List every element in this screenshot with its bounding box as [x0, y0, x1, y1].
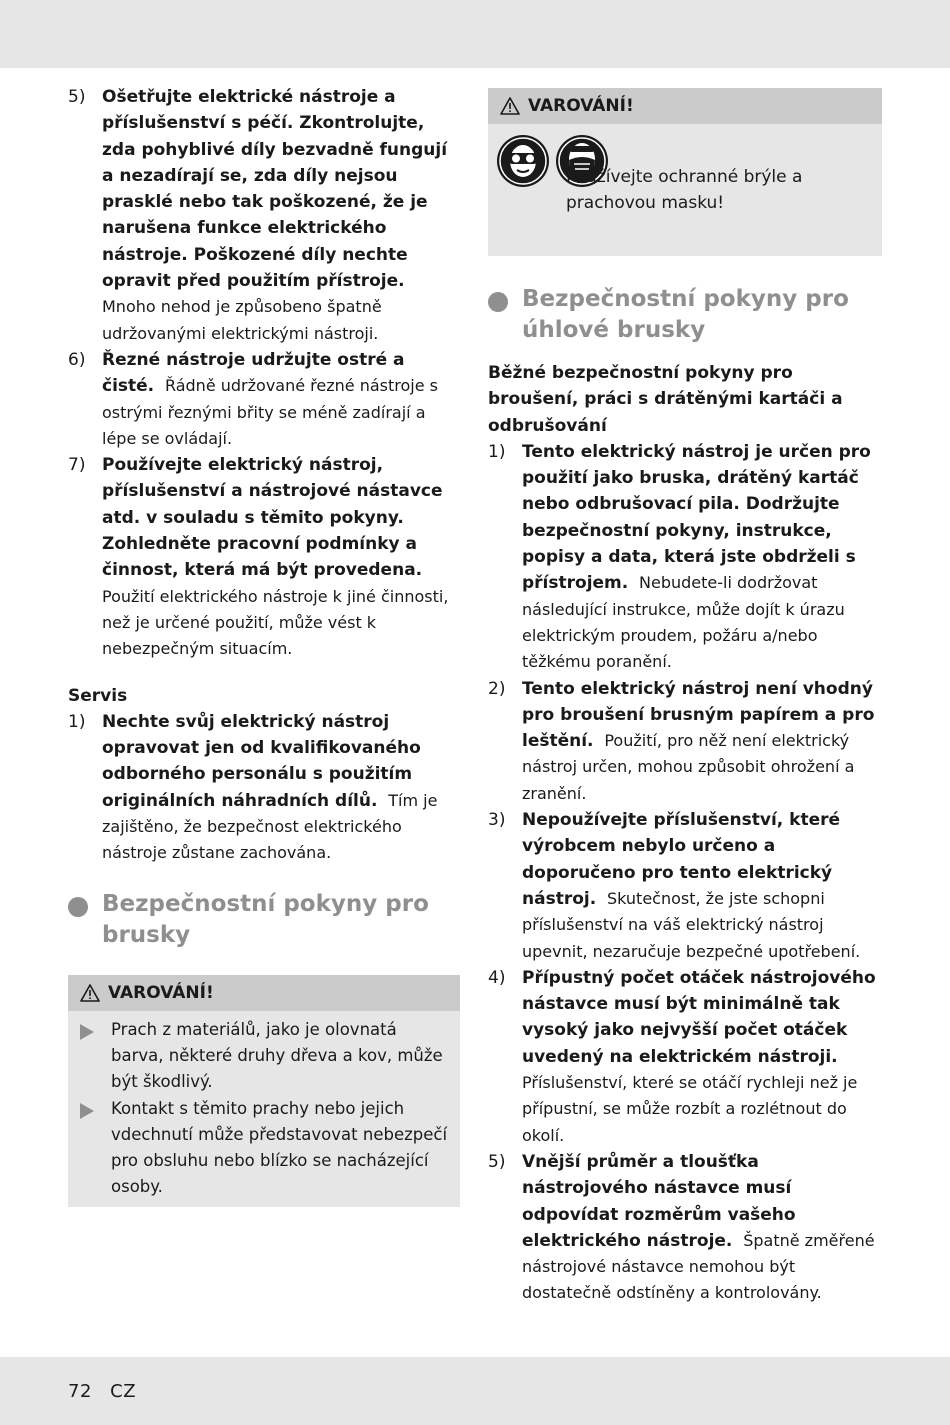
item-number: 4): [488, 967, 506, 988]
warning-bullet: [80, 1017, 448, 1096]
list-item: [488, 676, 882, 807]
warning-triangle-icon: [500, 97, 520, 115]
warning-text: Používejte ochranné brýle a prachovou masku!: [566, 167, 803, 214]
section-title-text: Bezpečnostní pokyny pro brusky: [102, 890, 429, 948]
section-title-text: Bezpečnostní pokyny pro úhlové brusky: [522, 286, 849, 343]
warning-bullet-text: Kontakt s těmito prachy nebo jejich vdechnutí může představovat nebezpečí pro obsluhu nebo blízko se nacházející osoby.: [111, 1098, 448, 1197]
list-item: [68, 452, 460, 662]
item-text: Použití, pro něž není elektrický nástroj určen, mohou způsobit ohrožení a zranění.: [522, 731, 855, 803]
page-number: 72: [68, 1381, 92, 1402]
item-number: 1): [68, 711, 86, 732]
item-bold-text: Tento elektrický nástroj není vhodný pro broušení brusným papírem a pro leštění.: [522, 678, 875, 752]
list-item: [68, 709, 460, 867]
item-bold-text: Ošetřujte elektrické nástroje a příslušenství s péčí. Zkontrolujte, zda pohyblivé díly bezvadně fungují a nezadírají se, zda díly nejsou prasklé nebo tak poškozené, že je narušena funkce elektrického nástroje. Poškozené díly nechte opravit před použitím přístroje.: [102, 87, 448, 292]
item-text: Použití elektrického nástroje k jiné činnosti, než je určené použití, může vést k nebezpečným situacím.: [102, 586, 449, 659]
item-number: 7): [68, 455, 86, 476]
section-title-uhlove-brusky: [488, 284, 882, 346]
warning-header: [488, 88, 882, 124]
bullet-dot-icon: [488, 292, 508, 312]
warning-box: [68, 975, 460, 1207]
warning-triangle-icon: [80, 984, 100, 1002]
safety-goggles-icon: [496, 134, 550, 188]
item-number: 1): [488, 441, 506, 462]
item-text: Řádně udržované řezné nástroje s ostrými řeznými břity se méně zadírají a lépe se ovládají.: [102, 376, 438, 448]
warning-label: VAROVÁNÍ!: [108, 982, 214, 1003]
item-text: Tím je zajištěno, že bezpečnost elektrického nástroje zůstane zachována.: [102, 790, 438, 863]
item-number: 6): [68, 349, 86, 370]
right-column: [488, 88, 882, 1307]
servis-heading: Servis: [68, 685, 128, 706]
warning-header: [68, 975, 460, 1011]
item-text: Nebudete-li dodržovat následující instrukce, může dojít k úrazu elektrickým proudem, požáru a/nebo těžkému poranění.: [522, 573, 845, 672]
warning-bullet-text: Prach z materiálů, jako je olovnatá barva, některé druhy dřeva a kov, může být škodlivý.: [111, 1019, 443, 1092]
item-bold-text: Používejte elektrický nástroj, příslušenství a nástrojové nástavce atd. v souladu s těmito pokyny. Zohledněte pracovní podmínky a činnost, která má být provedena.: [102, 455, 443, 581]
list-item: [68, 84, 460, 347]
item-number: 5): [68, 87, 86, 107]
warning-bullet: [80, 1096, 448, 1201]
item-bold-text: Řezné nástroje udržujte ostré a čisté.: [102, 349, 405, 397]
item-number: 5): [488, 1151, 506, 1172]
page-footer: [68, 1381, 148, 1402]
list-item: [488, 965, 882, 1149]
list-item: [488, 807, 882, 965]
item-text: Příslušenství, které se otáčí rychleji než je přípustní, se může rozbít a rozlétnout do okolí.: [522, 1073, 858, 1145]
left-column: [68, 84, 460, 1207]
triangle-bullet-icon: [80, 1096, 111, 1201]
section-title-brusky: [68, 889, 460, 951]
item-number: 3): [488, 810, 506, 831]
list-item: [488, 1149, 882, 1307]
item-bold-text: Tento elektrický nástroj je určen pro použití jako bruska, drátěný kartáč nebo odbrušovací pila. Dodržujte bezpečnostní pokyny, instrukce, popisy a data, která jste obdrželi s přístrojem.: [522, 441, 871, 594]
bullet-dot-icon: [68, 897, 88, 917]
item-text: Mnoho nehod je způsobeno špatně udržovanými elektrickými nástroji.: [102, 297, 382, 343]
triangle-bullet-icon: [80, 1017, 111, 1096]
subheading: Běžné bezpečnostní pokyny pro broušení, práci s drátěnými kartáči a odbrušování: [488, 363, 843, 436]
item-bold-text: Vnější průměr a tloušťka nástrojového nástavce musí odpovídat rozměrům vašeho elektrického nástroje.: [522, 1151, 796, 1251]
language-code: CZ: [110, 1381, 137, 1402]
warning-label: VAROVÁNÍ!: [528, 96, 634, 116]
item-number: 2): [488, 678, 506, 699]
item-text: Skutečnost, že jste schopni příslušenství na váš elektrický nástroj upevnit, nezaručuje bezpečné upotřebení.: [522, 888, 861, 961]
item-bold-text: Nechte svůj elektrický nástroj opravovat jen od kvalifikovaného odborného personálu s použitím originálních náhradních dílů.: [102, 711, 421, 811]
item-text: Špatně změřené nástrojové nástavce nemohou být dostatečně odstíněny a kontrolovány.: [522, 1230, 875, 1303]
warning-box-ppe: [488, 88, 882, 256]
top-band: [0, 0, 950, 68]
item-bold-text: Nepoužívejte příslušenství, které výrobcem nebylo určeno a doporučeno pro tento elektrický nástroj.: [522, 810, 841, 909]
list-item: [488, 439, 882, 676]
item-bold-text: Přípustný počet otáček nástrojového nástavce musí být minimálně tak vysoký jako nejvyšší počet otáček uvedený na elektrickém nástroji.: [522, 967, 876, 1067]
list-item: [68, 347, 460, 452]
